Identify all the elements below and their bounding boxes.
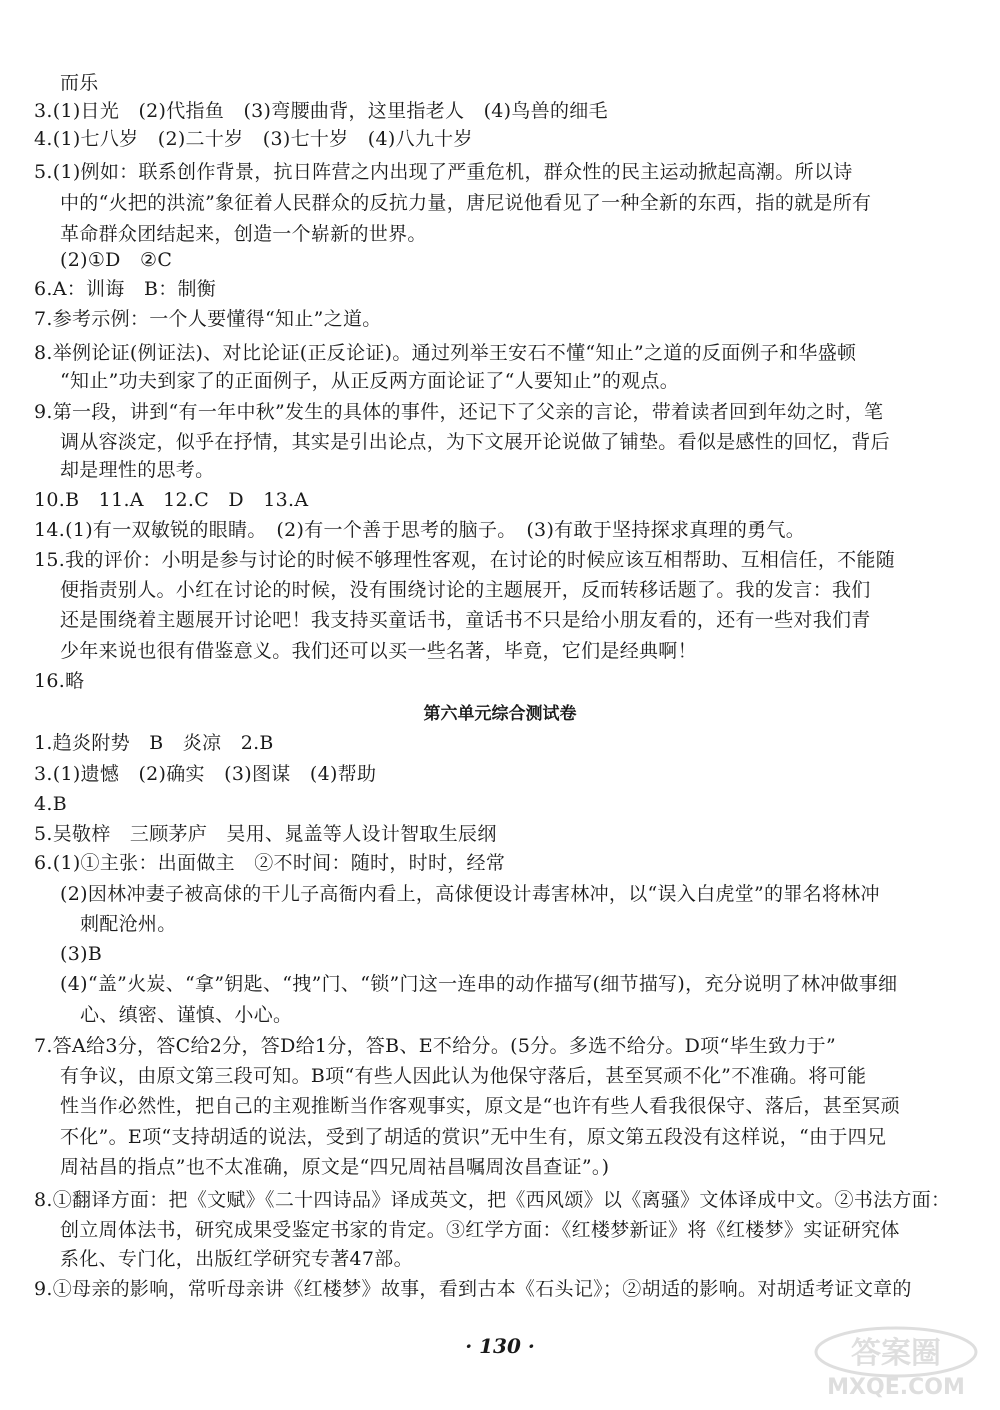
answer-line: 便指责别人。小红在讨论的时候，没有围绕讨论的主题展开，反而转移话题了。我的发言：我们 xyxy=(60,579,871,601)
answer-line: (4)“盖”火炭、“拿”钥匙、“拽”门、“锁”门这一连串的动作描写(细节描写)，充分说明了林冲做事细 xyxy=(60,973,898,995)
answer-line: 7.参考示例：一个人要懂得“知止”之道。 xyxy=(34,308,382,330)
answer-line: 革命群众团结起来，创造一个崭新的世界。 xyxy=(60,223,427,245)
answer-line: 却是理性的思考。 xyxy=(60,459,215,481)
answer-line: 9.①母亲的影响，常听母亲讲《红楼梦》故事，看到古本《石头记》；②胡适的影响。对胡适考证文章的 xyxy=(34,1278,912,1300)
answer-line: 不化”。E项“支持胡适的说法，受到了胡适的赏识”无中生有，原文第五段没有这样说，“由于四兄 xyxy=(60,1126,887,1148)
watermark-text: 答案圈 xyxy=(851,1336,941,1371)
answer-line: 16.略 xyxy=(34,670,85,692)
answer-line: 15.我的评价：小明是参与讨论的时候不够理性客观，在讨论的时候应该互相帮助、互相信任，不能随 xyxy=(34,549,896,571)
page-number: · 130 · xyxy=(465,1334,535,1358)
answer-line: 5.(1)例如：联系创作背景，抗日阵营之内出现了严重危机，群众性的民主运动掀起高潮。所以诗 xyxy=(34,161,853,183)
answer-line: 7.答A给3分，答C给2分，答D给1分，答B、E不给分。(5分。多选不给分。D项“毕生致力于” xyxy=(34,1035,836,1057)
answer-line: 8.举例论证(例证法)、对比论证(正反论证)。通过列举王安石不懂“知止”之道的反面例子和华盛顿 xyxy=(34,342,857,364)
answer-line: 心、缜密、谨慎、小心。 xyxy=(80,1004,293,1026)
section-title: 第六单元综合测试卷 xyxy=(423,704,577,724)
answer-line: 4.B xyxy=(34,793,67,815)
answer-line: (3)B xyxy=(60,943,103,965)
answer-line: 9.第一段，讲到“有一年中秋”发生的具体的事件，还记下了父亲的言论，带着读者回到年幼之时，笔 xyxy=(34,401,884,423)
answer-line: 5.吴敬梓 三顾茅庐 吴用、晁盖等人设计智取生辰纲 xyxy=(34,823,497,845)
answer-line: 创立周体法书，研究成果受鉴定书家的肯定。③红学方面：《红楼梦新证》将《红楼梦》实证研究体 xyxy=(60,1219,900,1241)
answer-line: (2)①D ②C xyxy=(60,249,173,271)
answer-line: 8.①翻译方面：把《文赋》《二十四诗品》译成英文，把《西风颂》以《离骚》文体译成中文。②书法方面： xyxy=(34,1189,951,1211)
answer-line: 性当作必然性，把自己的主观推断当作客观事实，原文是“也许有些人看我很保守、落后，甚至冥顽 xyxy=(60,1095,900,1117)
answer-line: 有争议，由原文第三段可知。B项“有些人因此认为他保守落后，甚至冥顽不化”不准确。将可能 xyxy=(60,1065,867,1087)
answer-line: 周祜昌的指点”也不太准确，原文是“四兄周祜昌嘱周汝昌查证”。) xyxy=(60,1156,610,1178)
answer-line: 3.(1)遗憾 (2)确实 (3)图谋 (4)帮助 xyxy=(34,763,377,785)
answer-line: (2)因林冲妻子被高俅的干儿子高衙内看上，高俅便设计毒害林冲，以“误入白虎堂”的罪名将林冲 xyxy=(60,883,880,905)
watermark-url: MXQE.COM xyxy=(827,1375,965,1400)
answer-line: 少年来说也很有借鉴意义。我们还可以买一些名著，毕竟，它们是经典啊！ xyxy=(60,640,697,662)
answer-line: 系化、专门化，出版红学研究专著47部。 xyxy=(60,1248,413,1270)
answer-line: 刺配沧州。 xyxy=(80,913,177,935)
answer-line: “知止”功夫到家了的正面例子，从正反两方面论证了“人要知止”的观点。 xyxy=(60,370,680,392)
answer-line: 14.(1)有一双敏锐的眼睛。 (2)有一个善于思考的脑子。 (3)有敢于坚持探求真理的勇气。 xyxy=(34,519,806,541)
answer-line: 中的“火把的洪流”象征着人民群众的反抗力量，唐尼说他看见了一种全新的东西，指的就是所有 xyxy=(60,192,872,214)
answer-line: 4.(1)七八岁 (2)二十岁 (3)七十岁 (4)八九十岁 xyxy=(34,128,473,150)
answer-line: 还是围绕着主题展开讨论吧！我支持买童话书，童话书不只是给小朋友看的，还有一些对我们青 xyxy=(60,609,871,631)
answer-line: 1.趋炎附势 B 炎凉 2.B xyxy=(34,732,274,754)
answer-line: 而乐 xyxy=(60,72,99,94)
answer-line: 6.A：训诲 B：制衡 xyxy=(34,278,217,300)
answer-line: 10.B 11.A 12.C D 13.A xyxy=(34,489,309,511)
answer-line: 3.(1)日光 (2)代指鱼 (3)弯腰曲背，这里指老人 (4)鸟兽的细毛 xyxy=(34,100,608,122)
answer-line: 6.(1)①主张：出面做主 ②不时间：随时，时时，经常 xyxy=(34,852,506,874)
answer-line: 调从容淡定，似乎在抒情，其实是引出论点，为下文展开论说做了铺垫。看似是感性的回忆，背后 xyxy=(60,431,890,453)
watermark-logo xyxy=(806,1322,986,1400)
